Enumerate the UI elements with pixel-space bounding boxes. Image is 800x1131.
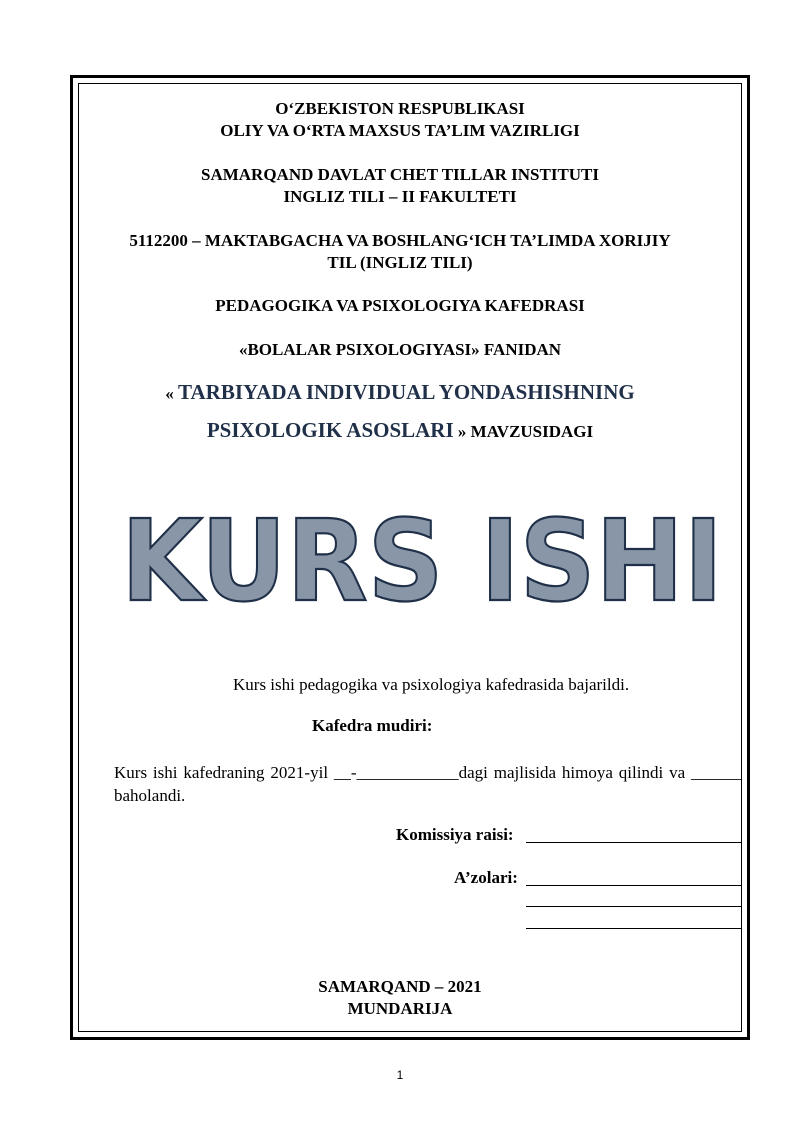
defense-statement: Kurs ishi kafedraning 2021-yil __-____________dagi majlisida himoya qilindi va ______ baholandi. — [114, 763, 742, 805]
head-of-department-label: Kafedra mudiri: — [312, 716, 433, 735]
city-year: SAMARQAND – 2021 — [318, 977, 482, 996]
contents-heading: MUNDARIJA — [347, 999, 453, 1018]
topic-title-2: PSIXOLOGIK ASOSLARI — [206, 418, 454, 442]
commission-chair-label: Komissiya raisi: — [396, 825, 514, 844]
member-signature-line-2 — [526, 906, 742, 907]
header-department: PEDAGOGIKA VA PSIXOLOGIYA KAFEDRASI — [215, 296, 585, 315]
topic-open-quote: « — [165, 384, 179, 403]
header-specialty: 5112200 – MAKTABGACHA VA BOSHLANG‘ICH TA’LIMDA XORIJIY — [129, 231, 671, 250]
header-country: O‘ZBEKISTON RESPUBLIKASI — [275, 99, 525, 118]
header-ministry: OLIY VA O‘RTA MAXSUS TA’LIM VAZIRLIGI — [220, 121, 580, 140]
members-label: A’zolari: — [454, 868, 518, 887]
topic-close-quote: » — [453, 422, 471, 441]
header-specialty-cont: TIL (INGLIZ TILI) — [327, 253, 473, 272]
topic-title-1: TARBIYADA INDIVIDUAL YONDASHISHNING — [178, 380, 635, 404]
header-faculty: INGLIZ TILI – II FAKULTETI — [283, 187, 517, 206]
commission-chair-signature-line — [526, 842, 742, 843]
kurs-ishi-title-text: KURS ISHI — [121, 500, 723, 620]
header-institute: SAMARQAND DAVLAT CHET TILLAR INSTITUTI — [200, 165, 600, 184]
page-number: 1 — [396, 1068, 404, 1082]
topic-suffix: MAVZUSIDAGI — [470, 422, 594, 441]
member-signature-line-1 — [526, 885, 742, 886]
completed-note: Kurs ishi pedagogika va psixologiya kafedrasida bajarildi. — [233, 675, 630, 694]
topic-line-1 — [0, 378, 800, 409]
header-subject: «BOLALAR PSIXOLOGIYASI» FANIDAN — [238, 340, 562, 359]
member-signature-line-3 — [526, 928, 742, 929]
kurs-ishi-title — [0, 500, 800, 620]
topic-line-2 — [0, 416, 800, 447]
